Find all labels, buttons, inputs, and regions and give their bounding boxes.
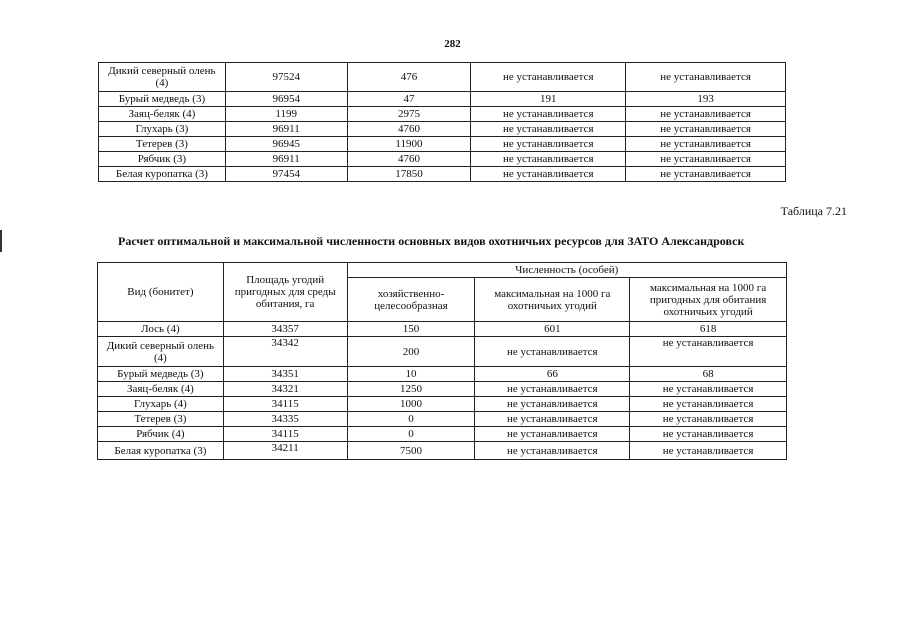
header-max-per-1000-habitat: максимальная на 1000 га пригодных для обитания охотничьих угодий (630, 278, 787, 322)
value-cell: не устанавливается (471, 63, 626, 92)
table-row (99, 107, 786, 122)
value-cell: 11900 (347, 137, 471, 152)
area-cell: 34342 (223, 337, 347, 367)
header-max-per-1000: максимальная на 1000 га охотничьих угодий (475, 278, 630, 322)
species-cell: Дикий северный олень (4) (99, 63, 226, 92)
area-cell: 96954 (225, 92, 347, 107)
table-row (99, 167, 786, 182)
area-cell: 34115 (223, 427, 347, 442)
table-row (98, 427, 787, 442)
value-cell: не устанавливается (626, 107, 786, 122)
value-cell: 66 (475, 367, 630, 382)
species-cell: Заяц-беляк (4) (98, 382, 224, 397)
species-cell: Глухарь (3) (99, 122, 226, 137)
species-cell: Рябчик (3) (99, 152, 226, 167)
value-cell: 191 (471, 92, 626, 107)
value-cell: 601 (475, 322, 630, 337)
value-cell: 150 (347, 322, 475, 337)
value-cell: 4760 (347, 152, 471, 167)
value-cell: 0 (347, 412, 475, 427)
value-cell: не устанавливается (475, 412, 630, 427)
species-cell: Белая куропатка (3) (99, 167, 226, 182)
area-cell: 34321 (223, 382, 347, 397)
species-cell: Дикий северный олень (4) (98, 337, 224, 367)
value-cell: не устанавливается (630, 427, 787, 442)
value-cell: 68 (630, 367, 787, 382)
area-cell: 34211 (223, 442, 347, 460)
table-row (98, 367, 787, 382)
value-cell: не устанавливается (471, 137, 626, 152)
species-cell: Белая куропатка (3) (98, 442, 224, 460)
table-row (98, 397, 787, 412)
species-cell: Тетерев (3) (99, 137, 226, 152)
value-cell: 476 (347, 63, 471, 92)
area-cell: 97524 (225, 63, 347, 92)
species-cell: Заяц-беляк (4) (99, 107, 226, 122)
species-cell: Тетерев (3) (98, 412, 224, 427)
area-cell: 34115 (223, 397, 347, 412)
value-cell: 10 (347, 367, 475, 382)
value-cell: не устанавливается (471, 167, 626, 182)
value-cell: не устанавливается (630, 382, 787, 397)
table-row (99, 92, 786, 107)
area-cell: 34335 (223, 412, 347, 427)
area-cell: 34357 (223, 322, 347, 337)
value-cell: 1000 (347, 397, 475, 412)
value-cell: не устанавливается (626, 137, 786, 152)
value-cell: 0 (347, 427, 475, 442)
table-row (99, 152, 786, 167)
species-cell: Лось (4) (98, 322, 224, 337)
table-row (98, 442, 787, 460)
continued-table (98, 62, 786, 182)
value-cell: не устанавливается (475, 337, 630, 367)
area-cell: 1199 (225, 107, 347, 122)
header-count-group: Численность (особей) (347, 263, 786, 278)
species-cell: Рябчик (4) (98, 427, 224, 442)
value-cell: не устанавливается (475, 397, 630, 412)
value-cell: не устанавливается (626, 152, 786, 167)
species-cell: Бурый медведь (3) (98, 367, 224, 382)
table-row (99, 122, 786, 137)
value-cell: не устанавливается (475, 442, 630, 460)
table-row (99, 137, 786, 152)
value-cell: 47 (347, 92, 471, 107)
value-cell: не устанавливается (471, 107, 626, 122)
value-cell: не устанавливается (630, 442, 787, 460)
species-cell: Глухарь (4) (98, 397, 224, 412)
value-cell: 193 (626, 92, 786, 107)
value-cell: не устанавливается (626, 63, 786, 92)
value-cell: не устанавливается (471, 122, 626, 137)
area-cell: 96911 (225, 122, 347, 137)
value-cell: не устанавливается (475, 382, 630, 397)
value-cell: 17850 (347, 167, 471, 182)
table-row (99, 63, 786, 92)
table-title: Расчет оптимальной и максимальной численности основных видов охотничьих ресурсов для ЗАТО Александровск (118, 234, 745, 248)
table-row (98, 412, 787, 427)
table-row (98, 382, 787, 397)
value-cell: не устанавливается (630, 397, 787, 412)
value-cell: 200 (347, 337, 475, 367)
value-cell: 7500 (347, 442, 475, 460)
table-row (98, 337, 787, 367)
table-row (98, 322, 787, 337)
page-number: 282 (444, 38, 461, 50)
area-cell: 96911 (225, 152, 347, 167)
value-cell: не устанавливается (626, 167, 786, 182)
table-header-row (98, 263, 787, 278)
population-table (97, 262, 787, 460)
area-cell: 96945 (225, 137, 347, 152)
table-caption: Таблица 7.21 (780, 204, 847, 218)
header-species: Вид (бонитет) (98, 263, 224, 322)
value-cell: не устанавливается (630, 412, 787, 427)
value-cell: не устанавливается (471, 152, 626, 167)
value-cell: 4760 (347, 122, 471, 137)
margin-mark (0, 230, 2, 252)
header-area: Площадь угодий пригодных для среды обитания, га (223, 263, 347, 322)
value-cell: 2975 (347, 107, 471, 122)
value-cell: не устанавливается (630, 337, 787, 367)
area-cell: 34351 (223, 367, 347, 382)
value-cell: не устанавливается (626, 122, 786, 137)
header-economic: хозяйственно-целесообразная (347, 278, 475, 322)
species-cell: Бурый медведь (3) (99, 92, 226, 107)
value-cell: 618 (630, 322, 787, 337)
area-cell: 97454 (225, 167, 347, 182)
value-cell: не устанавливается (475, 427, 630, 442)
value-cell: 1250 (347, 382, 475, 397)
